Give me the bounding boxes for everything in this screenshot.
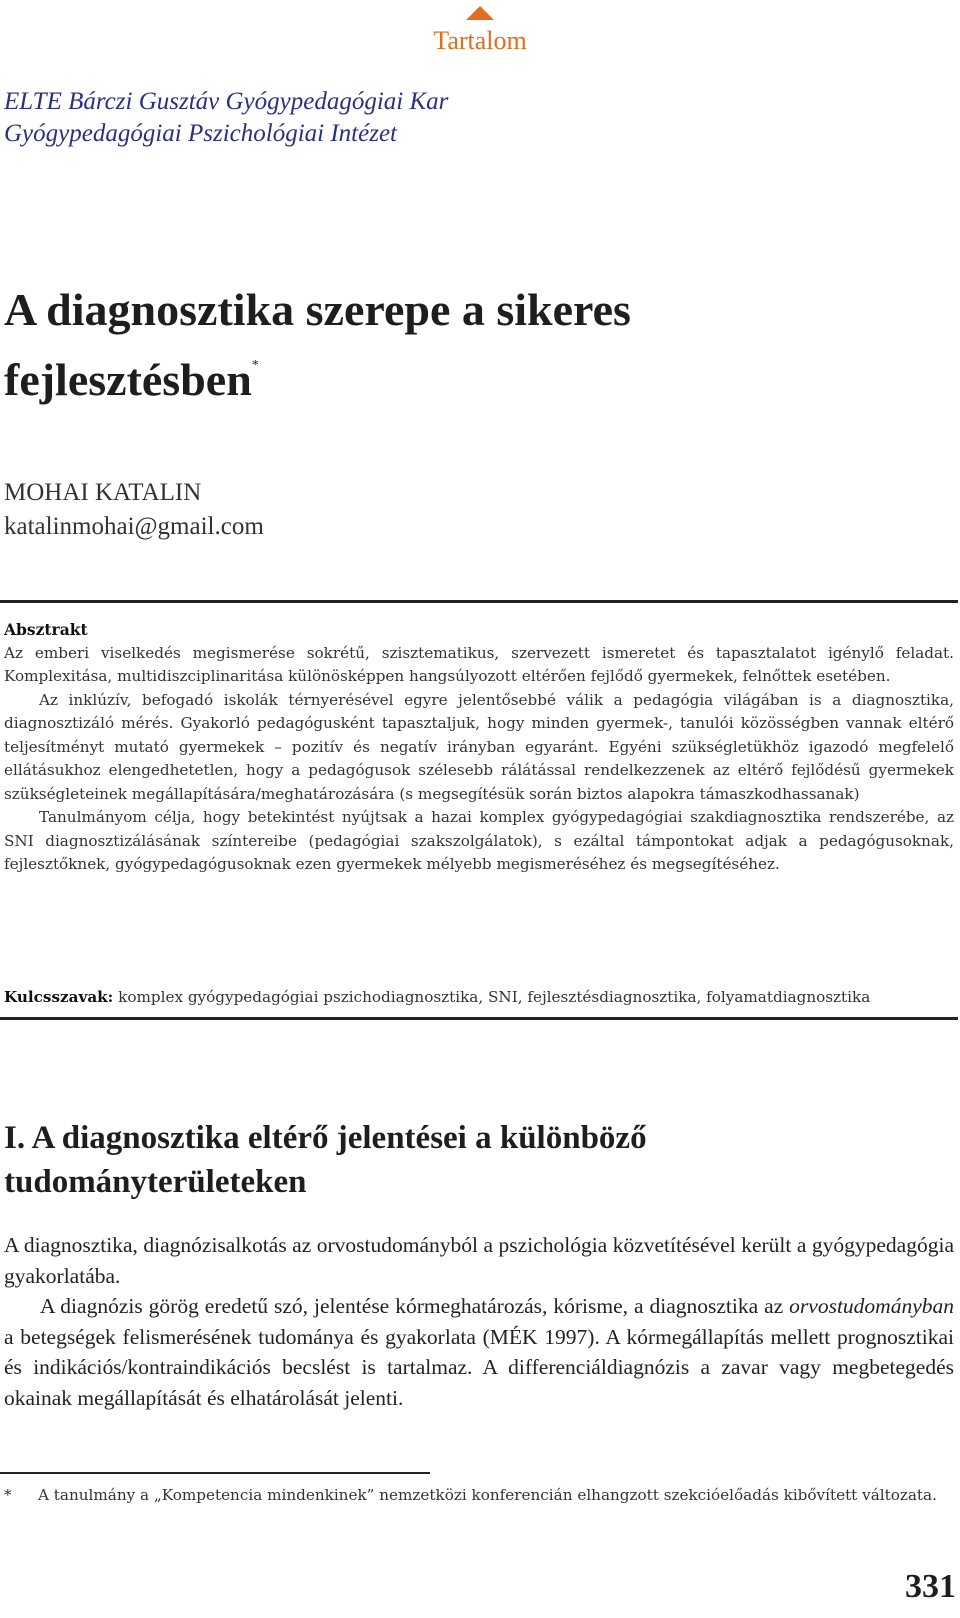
emphasis: orvostudományban — [789, 1294, 954, 1318]
body-text: a betegségek felismerésének tudománya és gyakorlata (MÉK 1997). A kórmegállapítás mellett prognosztikai és indikációs/kontraindikációs becslést is tartalmaz. A differenciáldiagnózis a zavar vagy megbetegedés okainak megállapítását és elhatárolását jelenti. — [4, 1324, 954, 1410]
author-email[interactable]: katalinmohai@gmail.com — [4, 513, 264, 540]
footnote-mark: * — [4, 1486, 12, 1504]
keywords-text: komplex gyógypedagógiai pszichodiagnosztika, SNI, fejlesztésdiagnosztika, folyamatdiagnosztika — [118, 988, 871, 1006]
toc-label: Tartalom — [433, 26, 527, 55]
article-title — [4, 282, 904, 408]
keywords-label: Kulcsszavak: — [4, 988, 114, 1006]
toc-link[interactable] — [420, 6, 540, 56]
abstract-paragraph-2: Az inklúzív, befogadó iskolák térnyerésével egyre jelentősebbé válik a pedagógia világában is a diagnosztika, diagnosztizáló mérés. Gyakorló pedagógusként tapasztaljuk, hogy minden gyermek-, tanulói közösségben vannak eltérő teljesítményt mutató gyermekek – pozitív és negatív irányban egyaránt. Egyéni szükségletükhöz igazodó megfelelő ellátásukhoz elengedhetetlen, hogy a pedagógusok szélesebb rálátással rendelkezzenek az eltérő fejlődésű gyermekek szükségleteinek megállapítására/meghatározására (s megsegítésük során biztos alapokra támaszkodhassanak) — [4, 690, 954, 803]
triangle-up-icon — [466, 6, 494, 20]
abstract — [4, 618, 954, 877]
author-name: MOHAI KATALIN — [4, 479, 202, 506]
affiliation-faculty: ELTE Bárczi Gusztáv Gyógypedagógiai Kar — [4, 88, 449, 115]
footnote-text: A tanulmány a „Kompetencia mindenkinek” nemzetközi konferencián elhangzott szekcióelőadás kibővített változata. — [38, 1486, 937, 1504]
section-heading — [4, 1116, 904, 1204]
abstract-paragraph-3: Tanulmányom célja, hogy betekintést nyújtsak a hazai komplex gyógypedagógiai szakdiagnosztika rendszerébe, az SNI diagnosztizálásának színtereibe (pedagógiai szakszolgálatok), s ezáltal támpontokat adjak a pedagógusoknak, fejlesztőknek, gyógypedagógusoknak ezen gyermekek mélyebb megismeréséhez és megsegítéséhez. — [4, 808, 954, 873]
footnote-reference[interactable]: * — [251, 358, 259, 373]
keywords-divider — [0, 1017, 958, 1020]
affiliation — [4, 86, 448, 150]
abstract-paragraph-1: Az emberi viselkedés megismerése sokrétű, szisztematikus, szervezett ismeretet és tapasztalatot igénylő feladat. Komplexitása, multidiszciplinaritása különösképpen hangsúlyozott eltérően fejlődő gyermekek, felnőttek esetében. — [4, 643, 954, 685]
body-paragraph-1: A diagnosztika, diagnózisalkotás az orvostudományból a pszichológia közvetítésével került a gyógypedagógia gyakorlatába. — [4, 1233, 954, 1288]
title-line-2: fejlesztésben — [4, 354, 252, 405]
affiliation-institute: Gyógypedagógiai Pszichológiai Intézet — [4, 120, 397, 147]
keywords — [4, 985, 954, 1009]
body-paragraph-2 — [4, 1291, 954, 1413]
page-number: 331 — [905, 1568, 956, 1605]
author-block — [4, 476, 264, 544]
title-line-1: A diagnosztika szerepe a sikeres — [4, 284, 631, 335]
body-text: A diagnózis görög eredetű szó, jelentése kórmeghatározás, kórisme, a diagnosztika az — [40, 1294, 790, 1318]
section-heading-line-2: tudományterületeken — [4, 1164, 307, 1200]
abstract-divider — [0, 600, 958, 603]
section-heading-line-1: I. A diagnosztika eltérő jelentései a különböző — [4, 1120, 647, 1156]
footnote-divider — [0, 1472, 430, 1474]
section-body — [4, 1230, 954, 1413]
footnote — [4, 1483, 954, 1507]
abstract-heading: Absztrakt — [4, 620, 88, 639]
